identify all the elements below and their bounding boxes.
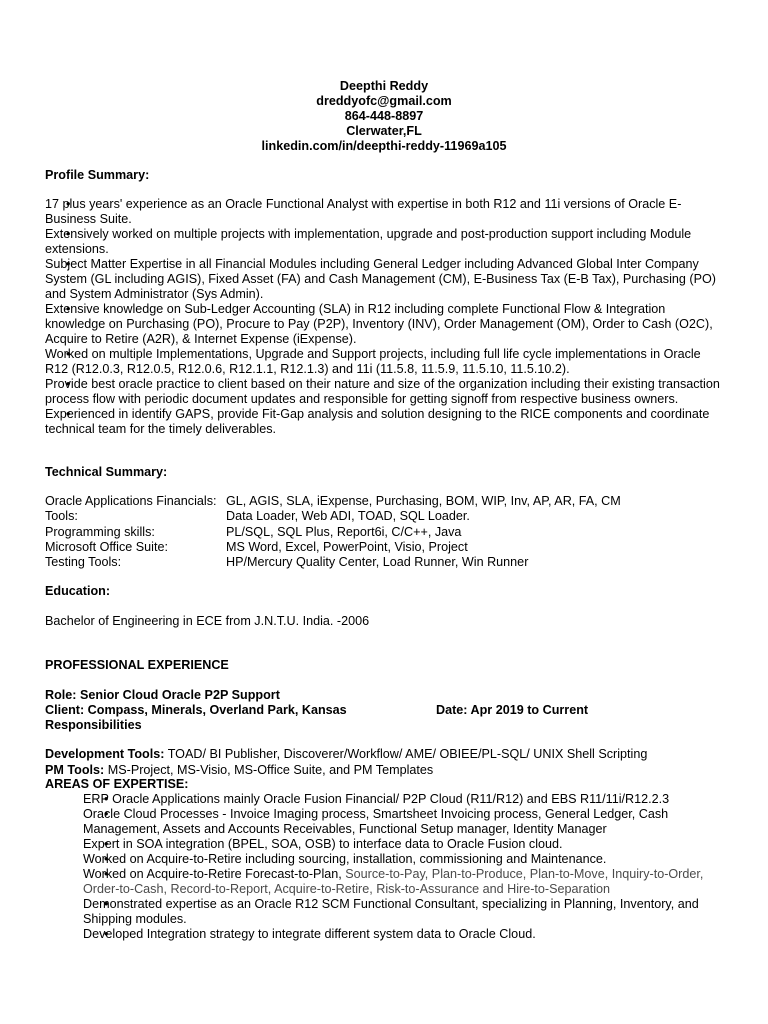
tech-row-value: GL, AGIS, SLA, iExpense, Purchasing, BOM, WIP, Inv, AP, AR, FA, CM [226,494,621,508]
tech-row-label: Microsoft Office Suite: [45,540,168,554]
dev-tools-line [45,747,647,762]
technical-summary-heading: Technical Summary: [45,465,168,479]
tech-row-value: Data Loader, Web ADI, TOAD, SQL Loader. [226,509,470,523]
list-item: • Worked on Acquire-to-Retire including sourcing, installation, commissioning and Maintenance. [83,852,733,867]
location-text: Clerwater,FL [346,124,422,138]
tech-row-label: Testing Tools: [45,555,122,569]
responsibilities-label: Responsibilities [45,718,142,732]
dev-tools-label: Development Tools: [45,747,165,761]
pm-tools-value: MS-Project, MS-Visio, MS-Office Suite, and PM Templates [104,763,434,777]
list-item: • Extensively worked on multiple projects with implementation, upgrade and post-production support including Module extensions. [45,227,725,257]
tech-row-label: Oracle Applications Financials: [45,494,217,508]
list-item: • 17 plus years' experience as an Oracle Functional Analyst with expertise in both R12 and 11i versions of Oracle E-Business Suite. [45,197,725,227]
candidate-name: Deepthi Reddy [339,79,429,93]
list-item: • Oracle Cloud Processes - Invoice Imaging process, Smartsheet Invoicing process, General Ledger, Cash Management, Assets and Accounts Receivables, Functional Setup manager, Identity Manager [83,807,733,837]
pm-tools-line [45,763,433,778]
dev-tools-value: TOAD/ BI Publisher, Discoverer/Workflow/ AME/ OBIEE/PL-SQL/ UNIX Shell Scripting [164,747,648,761]
forecast-item-rest: Source-to-Pay, Plan-to-Produce, Plan-to-Move, Inquiry-to-Order, Order-to-Cash, Record-to-Report, Acquire-to-Retire, Risk-to-Assurance and Hire-to-Separation [83,867,704,896]
contact-header [0,79,768,154]
list-item: • Subject Matter Expertise in all Financial Modules including General Ledger including Advanced Global Inter Company System (GL including AGIS), Fixed Asset (FA) and Cash Management (CM), E-Business Tax (E-B Tax), Purchasing (PO) and System Administrator (Sys Admin). [45,257,725,302]
client-name: Client: Compass, Minerals, Overland Park, Kansas [45,703,347,717]
profile-summary-list [45,197,725,437]
tech-row-label: Programming skills: [45,525,155,539]
tech-row-value: PL/SQL, SQL Plus, Report6i, C/C++, Java [226,525,462,539]
education-heading: Education: [45,584,111,598]
tech-row-label: Tools: [45,509,78,523]
list-item: • Developed Integration strategy to integrate different system data to Oracle Cloud. [83,927,733,942]
experience-heading: PROFESSIONAL EXPERIENCE [45,658,229,672]
list-item: • Demonstrated expertise as an Oracle R12 SCM Functional Consultant, specializing in Planning, Inventory, and Shipping modules. [83,897,733,927]
role-title: Role: Senior Cloud Oracle P2P Support [45,688,280,702]
linkedin-text: linkedin.com/in/deepthi-reddy-11969a105 [261,139,507,153]
pm-tools-label: PM Tools: [45,763,105,777]
forecast-item-prefix: Worked on Acquire-to-Retire Forecast-to-Plan, [83,867,346,881]
education-text: Bachelor of Engineering in ECE from J.N.T.U. India. -2006 [45,614,370,628]
tech-row-value: HP/Mercury Quality Center, Load Runner, Win Runner [226,555,529,569]
list-item [83,867,733,897]
email-text: dreddyofc@gmail.com [316,94,452,108]
list-item: • ERP Oracle Applications mainly Oracle Fusion Financial/ P2P Cloud (R11/R12) and EBS R11/11i/R12.2.3 [83,792,733,807]
list-item: • Expert in SOA integration (BPEL, SOA, OSB) to interface data to Oracle Fusion cloud. [83,837,733,852]
tech-row-value: MS Word, Excel, PowerPoint, Visio, Project [226,540,468,554]
list-item: • Provide best oracle practice to client based on their nature and size of the organization including their existing transaction process flow with periodic document updates and responsible for getting signoff from respective business owners. [45,377,725,407]
list-item: • Extensive knowledge on Sub-Ledger Accounting (SLA) in R12 including complete Functional Flow & Integration knowledge on Purchasing (PO), Procure to Pay (P2P), Inventory (INV), Order Management (OM), Order to Cash (O2C), Acquire to Retire (A2R), & Internet Expense (iExpense). [45,302,725,347]
list-item: • Experienced in identify GAPS, provide Fit-Gap analysis and solution designing to the RICE components and coordinate technical team for the timely deliverables. [45,407,725,437]
phone-text: 864-448-8897 [344,109,424,123]
list-item: • Worked on multiple Implementations, Upgrade and Support projects, including full life cycle implementations in Oracle R12 (R12.0.3, R12.0.5, R12.0.6, R12.1.1, R12.1.3) and 11i (11.5.8, 11.5.9, 11.5.10, 11.5.10.2). [45,347,725,377]
areas-of-expertise-list [83,792,733,942]
areas-heading: AREAS OF EXPERTISE: [45,777,189,791]
profile-summary-heading: Profile Summary: [45,168,150,182]
date-range: Date: Apr 2019 to Current [436,703,589,717]
